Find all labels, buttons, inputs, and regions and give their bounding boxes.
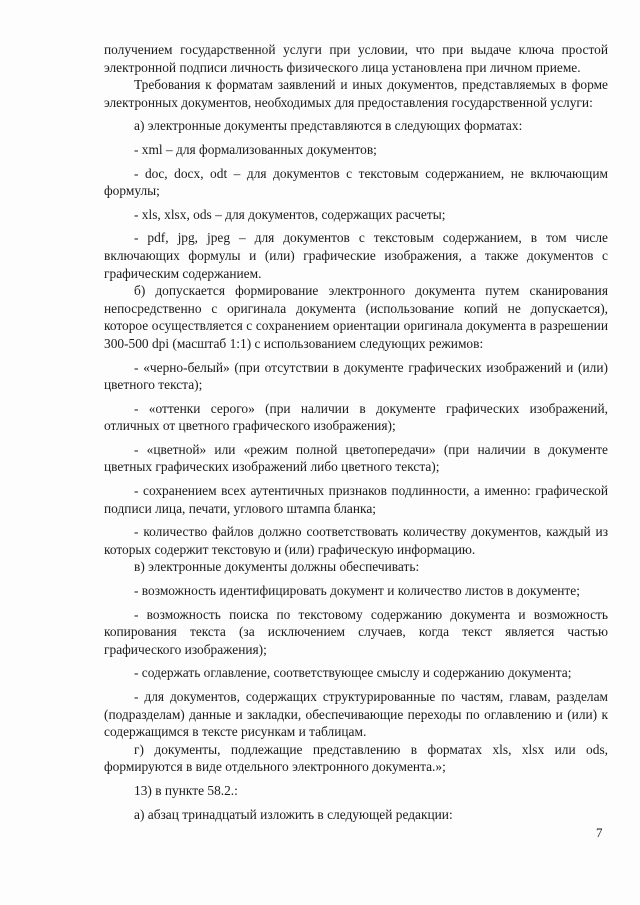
paragraph-format-doc: - doc, docx, odt – для документов с текстовым содержанием, не включающим формулы; [104,165,608,199]
paragraph-item-13a: а) абзац тринадцатый изложить в следующей редакции: [134,806,453,822]
paragraph-mode-color: - «цветной» или «режим полной цветопередачи» (при наличии в документе цветных графических изображений либо цветного текста); [104,441,608,475]
paragraph-format-pdf: - pdf, jpg, jpeg – для документов с текстовым содержанием, в том числе включающих формулы и (или) графические изображения, а также документов с графическим содержанием. [104,230,608,281]
paragraph-structured: - для документов, содержащих структурированные по частям, главам, разделам (подразделам) данные и закладки, обеспечивающие переходы по оглавлению и (или) к содержащимся в тексте рисункам и таблицам. [104,689,608,740]
paragraph-file-count: - количество файлов должно соответствовать количеству документов, каждый из которых содержит текстовую и (или) графическую информацию. [104,524,608,557]
paragraph-item-v: в) электронные документы должны обеспечивать: [134,559,420,575]
paragraph-authenticity: - сохранением всех аутентичных признаков подлинности, а именно: графической подписи лица, печати, углового штампа бланка; [104,483,608,516]
page-body [104,41,608,823]
paragraph-requirements-intro: Требования к форматам заявлений и иных документов, представляемых в форме электронных документов, необходимых для предоставления государственной услуги: [104,77,608,110]
paragraph-item-g: г) документы, подлежащие представлению в форматах xls, xlsx или ods, формируются в виде отдельного электронного документа.»; [104,741,608,775]
paragraph-continuation: получением государственной услуги при условии, что при выдаче ключа простой электронной подписи личность физического лица установлена при личном приеме. [104,42,608,75]
paragraph-format-xml: - xml – для формализованных документов; [134,141,377,157]
paragraph-item-13: 13) в пункте 58.2.: [134,782,238,798]
paragraph-format-xls: - xls, xlsx, ods – для документов, содержащих расчеты; [134,206,446,222]
paragraph-search-copy: - возможность поиска по текстовому содержанию документа и возможность копирования текста (за исключением случаев, когда текст является частью графического изображения); [104,606,608,657]
paragraph-identify: - возможность идентифицировать документ и количество листов в документе; [134,583,580,599]
page-number: 7 [596,825,603,840]
paragraph-mode-bw: - «черно-белый» (при отсутствии в документе графических изображений и (или) цветного текста); [104,359,608,393]
paragraph-item-b: б) допускается формирование электронного документа путем сканирования непосредственно с оригинала документа (использование копий не допускается), которое осуществляется с сохранением ориентации оригинала документа в разрешении 300-500 dpi (масштаб 1:1) с использованием следующих режимов: [104,283,608,351]
paragraph-contents: - содержать оглавление, соответствующее смыслу и содержанию документа; [134,665,572,681]
paragraph-item-a: а) электронные документы представляются в следующих форматах: [134,118,523,134]
paragraph-mode-gray: - «оттенки серого» (при наличии в документе графических изображений, отличных от цветного графического изображения); [104,400,608,434]
